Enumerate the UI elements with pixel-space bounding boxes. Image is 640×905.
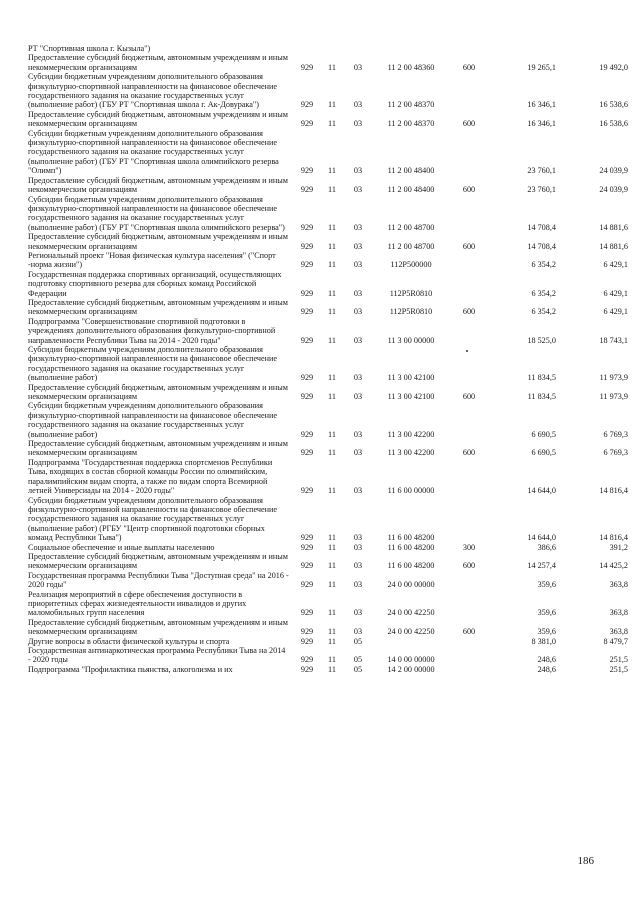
table-row [28,665,628,674]
row-amount-1: 16 346,1 [527,119,556,129]
row-amount-2: 16 538,6 [599,100,628,110]
row-subsection [346,44,370,53]
table-row [28,298,628,317]
row-expense-type: 600 [462,307,476,317]
row-description: Предоставление субсидий бюджетным, автономным учреждениям и иным некоммерческим организациям [28,175,288,195]
row-amount-1: 248,6 [537,664,556,674]
row-admin-code: 929 [300,62,314,72]
row-section: 11 [328,627,336,637]
row-expense-type: 600 [462,119,476,129]
row-expense-type: 600 [462,561,476,571]
table-row [28,383,628,402]
row-target-article: 11 3 00 42100 [387,392,435,402]
row-target-article: 11 2 00 48370 [387,100,435,110]
row-amount-1: 14 708,4 [527,222,556,232]
row-target-article: 14 2 00 00000 [387,664,435,674]
row-expense-type: 600 [462,62,476,72]
row-expense-type [452,665,486,674]
row-section [318,44,346,53]
row-amount-2: 251,5 [609,655,628,665]
row-section: 11 [328,580,336,590]
row-amount-1: 19 265,1 [527,62,556,72]
row-admin-code: 929 [300,627,314,637]
row-section: 11 [328,533,336,543]
row-target-article: 11 6 00 48200 [387,533,435,543]
row-admin-code: 929 [300,608,314,618]
row-amount-2: 18 743,1 [599,335,628,345]
row-amount-1: 16 346,1 [527,100,556,110]
row-description: Государственная антинаркотическая программа Республики Тыва на 2014 - 2020 годы [28,646,286,665]
row-expense-type [452,571,486,590]
row-description: Подпрограмма "Государственная поддержка спортсменов Республики Тыва, входящих в состав сборной команды России по олимпийским, паралимпийским видам спорта, а также по видам спорта Всемирной летней Универсиады на 2014 - 2020 годы" [28,457,273,496]
row-admin-code: 929 [300,166,314,176]
table-row [28,618,628,637]
row-target-article: 14 0 00 00000 [387,655,435,665]
row-target-article: 11 3 00 42200 [387,448,435,458]
table-row [28,176,628,195]
row-subsection: 03 [353,166,363,176]
row-admin-code: 929 [300,561,314,571]
row-amount-1: 18 525,0 [527,335,556,345]
row-description: Предоставление субсидий бюджетным, автономным учреждениям и иным некоммерческим организациям [28,232,288,251]
row-amount-2 [556,44,628,53]
table-row [28,543,628,552]
table-row [28,251,628,270]
row-expense-type [452,637,486,646]
row-subsection: 03 [353,542,363,552]
row-expense-type [452,345,486,383]
row-amount-2: 363,8 [609,608,628,618]
row-subsection: 03 [353,185,363,195]
row-description: Субсидии бюджетным учреждениям дополнительного образования физкультурно-спортивной направленности на финансовое обеспечение государственного задания на оказание государственных услуг (выполнение работ) [28,401,278,439]
row-section: 11 [328,392,336,402]
row-subsection: 03 [353,448,363,458]
table-row [28,571,628,590]
row-amount-1: 14 644,0 [527,486,556,496]
row-amount-2: 14 816,4 [599,533,628,543]
row-amount-2: 6 429,1 [603,307,628,317]
row-amount-1: 359,6 [537,608,556,618]
row-expense-type [452,496,486,543]
row-section: 11 [328,655,336,665]
table-row [28,317,628,345]
row-amount-1: 8 381,0 [531,636,556,646]
row-amount-2: 11 973,9 [599,392,628,402]
row-expense-type: 600 [462,241,476,251]
row-subsection: 05 [353,664,363,674]
row-admin-code: 929 [300,373,314,383]
row-subsection: 05 [353,655,363,665]
row-admin-code: 929 [300,335,314,345]
row-description: Предоставление субсидий бюджетным, автономным учреждениям и иным некоммерческим организациям [28,109,288,129]
row-subsection: 03 [353,100,363,110]
table-row [28,590,628,618]
table-row [28,129,628,176]
row-amount-2: 6 769,3 [603,448,628,458]
row-amount-2: 8 479,7 [603,636,628,646]
budget-table [28,44,628,674]
row-description: Социальное обеспечение и иные выплаты населению [28,542,215,552]
row-amount-2: 19 492,0 [599,62,628,72]
row-admin-code: 929 [300,260,314,270]
row-section: 11 [328,62,336,72]
row-expense-type [452,401,486,439]
scan-speck [466,350,468,352]
row-amount-1: 14 257,4 [527,561,556,571]
row-amount-1: 6 690,5 [531,429,556,439]
row-expense-type [452,590,486,618]
row-admin-code: 929 [300,429,314,439]
row-section: 11 [328,100,336,110]
row-description: Государственная программа Республики Тыва "Доступная среда" на 2016 - 2020 годы" [28,570,289,590]
row-description: Субсидии бюджетным учреждениям дополнительного образования физкультурно-спортивной направленности на финансовое обеспечение государственного задания на оказание государственных услуг (выполнение работ) (РГБУ "Центр спортивной подготовки сборных команд Республики Тыва") [28,495,278,543]
row-amount-2: 391,2 [609,542,628,552]
table-row [28,72,628,110]
row-target-article: 112Р5R0810 [389,307,433,317]
row-section: 11 [328,542,336,552]
row-amount-2: 251,5 [609,664,628,674]
row-section: 11 [328,260,336,270]
row-amount-1: 6 690,5 [531,448,556,458]
row-subsection: 03 [353,373,363,383]
row-description: Реализация мероприятий в сфере обеспечения доступности в приоритетных сферах жизнедеятельности инвалидов и других маломобильных групп населения [28,589,247,618]
row-admin-code: 929 [300,119,314,129]
row-subsection: 03 [353,119,363,129]
row-amount-2: 6 429,1 [603,288,628,298]
row-admin-code: 929 [300,222,314,232]
row-amount-1: 386,6 [537,542,556,552]
row-amount-2: 24 039,9 [599,185,628,195]
row-admin-code: 929 [300,655,314,665]
row-expense-type: 300 [462,542,476,552]
row-amount-1: 6 354,2 [531,260,556,270]
row-description: РТ "Спортивная школа г. Кызыла") [28,44,151,53]
row-section: 11 [328,486,336,496]
row-section: 11 [328,448,336,458]
row-amount-1: 359,6 [537,580,556,590]
budget-table-body [28,44,628,674]
table-row [28,439,628,458]
row-target-article: 11 2 00 48400 [387,185,435,195]
row-subsection: 03 [353,288,363,298]
row-target-article [370,44,452,53]
row-expense-type [452,195,486,233]
row-admin-code: 929 [300,533,314,543]
row-section: 11 [328,166,336,176]
row-description: Субсидии бюджетным учреждениям дополнительного образования физкультурно-спортивной направленности на финансовое обеспечение государственного задания на оказание государственных услуг (выполнение работ) (ГБУ РТ "Спортивная школа г. Ак-Довурака") [28,72,278,110]
row-section: 11 [328,288,336,298]
row-subsection: 03 [353,335,363,345]
row-target-article: 24 0 00 00000 [387,580,435,590]
row-target-article: 24 0 00 42250 [387,608,435,618]
row-section: 11 [328,373,336,383]
row-expense-type [452,270,486,298]
row-description: Государственная поддержка спортивных организаций, осуществляющих подготовку спортивного резерва для сборных команд Российской Федерации [28,269,282,298]
table-row [28,401,628,439]
row-subsection: 03 [353,429,363,439]
row-description: Предоставление субсидий бюджетным, автономным учреждениям и иным некоммерческим организациям [28,382,288,402]
row-amount-1 [486,44,556,53]
page-number: 186 [577,855,594,867]
row-expense-type [452,317,486,345]
row-subsection: 03 [353,533,363,543]
row-admin-code: 929 [300,580,314,590]
row-admin-code: 929 [300,392,314,402]
row-amount-2: 24 039,9 [599,166,628,176]
row-section: 11 [328,307,336,317]
row-amount-1: 23 760,1 [527,185,556,195]
row-target-article: 11 2 00 48700 [387,222,435,232]
row-admin-code: 929 [300,542,314,552]
table-row [28,232,628,251]
row-section: 11 [328,222,336,232]
table-row [28,270,628,298]
row-expense-type: 600 [462,185,476,195]
row-description: Подпрограмма "Профилактика пьянства, алкоголизма и их [28,664,233,674]
row-amount-2: 14 425,2 [599,561,628,571]
row-section: 11 [328,636,336,646]
row-target-article: 11 3 00 00000 [387,335,435,345]
row-admin-code: 929 [300,486,314,496]
row-target-article: 112Р500000 [390,260,432,270]
row-section: 11 [328,429,336,439]
table-row [28,637,628,646]
row-description: Предоставление субсидий бюджетным, автономным учреждениям и иным некоммерческим организациям [28,53,288,72]
row-description: Предоставление субсидий бюджетным, автономным учреждениям и иным некоммерческим организациям [28,439,288,458]
table-row [28,195,628,233]
row-expense-type: 600 [462,627,476,637]
row-target-article: 11 6 00 00000 [387,486,435,496]
row-description: Предоставление субсидий бюджетным, автономным учреждениям и иным некоммерческим организациям [28,617,288,637]
row-amount-1: 14 644,0 [527,533,556,543]
row-admin-code: 929 [300,185,314,195]
row-target-article: 11 2 00 48400 [387,166,435,176]
row-amount-2: 363,8 [609,627,628,637]
row-amount-2: 11 973,9 [599,373,628,383]
row-section: 11 [328,608,336,618]
row-subsection: 05 [353,636,363,646]
row-target-article: 11 3 00 42100 [387,373,435,383]
table-row [28,496,628,543]
row-target-article: 11 2 00 48360 [387,62,435,72]
row-amount-2: 363,8 [609,580,628,590]
row-admin-code [296,44,318,53]
row-expense-type [452,44,486,53]
row-subsection: 03 [353,627,363,637]
row-subsection: 03 [353,241,363,251]
row-admin-code: 929 [300,288,314,298]
row-target-article: 11 3 00 42200 [387,429,435,439]
row-admin-code: 929 [300,307,314,317]
row-section: 11 [328,561,336,571]
row-expense-type [452,129,486,176]
row-expense-type: 600 [462,448,476,458]
row-subsection: 03 [353,62,363,72]
row-admin-code: 929 [300,664,314,674]
row-expense-type: 600 [462,392,476,402]
row-section: 11 [328,335,336,345]
row-description: Региональный проект "Новая физическая культура населения" ("Спорт -норма жизни") [28,250,276,270]
row-target-article: 24 0 00 42250 [387,627,435,637]
row-subsection: 03 [353,608,363,618]
row-subsection: 03 [353,392,363,402]
row-target-article: 11 6 00 48200 [387,561,435,571]
row-amount-2: 6 769,3 [603,429,628,439]
row-subsection: 03 [353,260,363,270]
row-target-article [370,637,452,646]
row-amount-2: 6 429,1 [603,260,628,270]
row-description: Подпрограмма "Совершенствование спортивной подготовки в учреждениях дополнительного образования физкультурно-спортивной направленности Республики Тыва на 2014 - 2020 годы" [28,316,276,345]
row-amount-1: 6 354,2 [531,307,556,317]
row-amount-1: 11 834,5 [527,392,556,402]
row-amount-2: 14 881,6 [599,241,628,251]
row-description: Субсидии бюджетным учреждениям дополнительного образования физкультурно-спортивной направленности на финансовое обеспечение государственного задания на оказание государственных услуг (выполнение работ) (ГБУ РТ "Спортивная школа олимпийского резерва") [28,194,285,232]
row-target-article: 11 2 00 48370 [387,119,435,129]
row-description: Предоставление субсидий бюджетным, автономным учреждениям и иным некоммерческим организациям [28,551,288,571]
row-description: Предоставление субсидий бюджетным, автономным учреждениям и иным некоммерческим организациям [28,297,288,317]
table-row [28,552,628,571]
row-section: 11 [328,241,336,251]
row-subsection: 03 [353,486,363,496]
row-target-article: 112Р5R0810 [389,288,433,298]
row-subsection: 03 [353,580,363,590]
row-subsection: 03 [353,561,363,571]
row-amount-2: 14 881,6 [599,222,628,232]
row-admin-code: 929 [300,100,314,110]
row-target-article: 11 2 00 48700 [387,241,435,251]
row-amount-1: 23 760,1 [527,166,556,176]
row-admin-code: 929 [300,241,314,251]
table-row [28,53,628,72]
row-description: Субсидии бюджетным учреждениям дополнительного образования физкультурно-спортивной направленности на финансовое обеспечение государственного задания на оказание государственных услуг (выполнение работ) (ГБУ РТ "Спортивная школа олимпийского резерва "Олимп") [28,128,279,176]
row-description: Субсидии бюджетным учреждениям дополнительного образования физкультурно-спортивной направленности на финансовое обеспечение государственного задания на оказание государственных услуг (выполнение работ) [28,345,278,383]
table-row [28,110,628,129]
table-row [28,458,628,496]
row-section: 11 [328,119,336,129]
row-expense-type [452,458,486,496]
row-expense-type [452,251,486,270]
row-amount-1: 14 708,4 [527,241,556,251]
row-admin-code: 929 [300,448,314,458]
row-amount-1: 11 834,5 [527,373,556,383]
row-admin-code: 929 [300,636,314,646]
row-expense-type [452,646,486,665]
row-amount-1: 248,6 [537,655,556,665]
table-row [28,646,628,665]
row-amount-1: 359,6 [537,627,556,637]
row-target-article: 11 6 00 48200 [387,542,435,552]
row-section: 11 [328,185,336,195]
row-amount-2: 14 816,4 [599,486,628,496]
row-amount-1: 6 354,2 [531,288,556,298]
row-expense-type [452,72,486,110]
table-row [28,345,628,383]
row-section: 11 [328,664,336,674]
row-description: Другие вопросы в области физической культуры и спорта [28,636,230,646]
table-row [28,44,628,53]
row-amount-2: 16 538,6 [599,119,628,129]
row-subsection: 03 [353,307,363,317]
row-subsection: 03 [353,222,363,232]
